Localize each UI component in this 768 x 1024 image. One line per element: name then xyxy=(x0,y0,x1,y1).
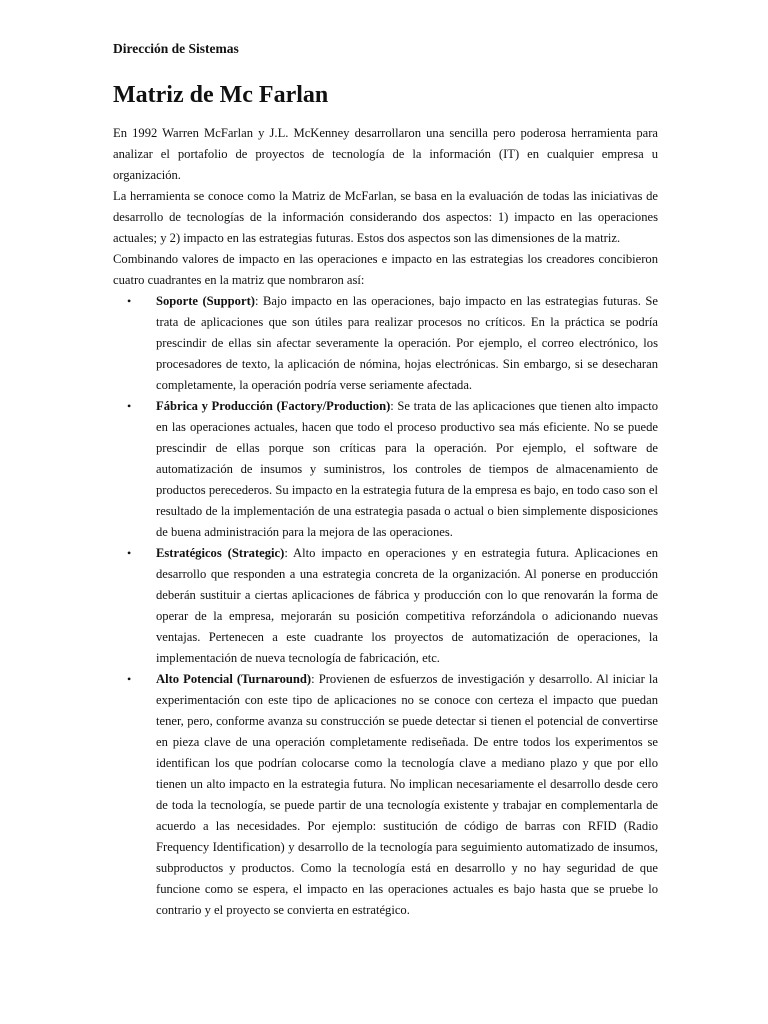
quadrant-term: Estratégicos (Strategic) xyxy=(156,546,285,560)
bullet-icon: • xyxy=(127,294,132,308)
quadrant-term: Fábrica y Producción (Factory/Production) xyxy=(156,399,391,413)
quadrants-intro-paragraph: Combinando valores de impacto en las operaciones e impacto en las estrategias los creadores concibieron cuatro cuadrantes en la matriz que nombraron así: xyxy=(113,252,658,287)
definition-paragraph: La herramienta se conoce como la Matriz de McFarlan, se basa en la evaluación de todas las iniciativas de desarrollo de tecnologías de la información considerando dos aspectos: 1) impacto en las operaciones actuales; y 2) impacto en las estrategias futuras. Estos dos aspectos son las dimensiones de la matriz. xyxy=(113,189,658,245)
list-item-turnaround xyxy=(113,669,658,921)
quadrant-list xyxy=(113,291,658,921)
quadrant-description: : Provienen de esfuerzos de investigación y desarrollo. Al iniciar la experimentación con este tipo de aplicaciones no se conoce con certeza el impacto que puedan tener, pero, conforme avanza su construcción se puede detectar si tienen el potencial de convertirse en pieza clave de una operación completamente rediseñada. De entre todos los experimentos se identifican los que podrían colocarse como la tecnología clave a mediano plazo y que por ello tienen un alto impacto en la estrategia futura. No implican necesariamente el desarrollo desde cero de toda la tecnología, se puede partir de una tecnología existente y trabajar en complementarla de acuerdo a las necesidades. Por ejemplo: sustitución de código de barras con RFID (Radio Frequency Identification) y desarrollo de la tecnología para seguimiento automatizado de insumos, subproductos y productos. Como la tecnología está en desarrollo y no hay seguridad de que funcione como se espera, el impacto en las operaciones actuales es bajo hasta que se pruebe lo contrario y el proyecto se convierta en estratégico. xyxy=(156,672,658,917)
list-item-support xyxy=(113,291,658,396)
quadrant-description: : Se trata de las aplicaciones que tienen alto impacto en las operaciones actuales, hacen que todo el proceso productivo sea más eficiente. No se puede prescindir de ellas porque son críticas para la operación. Por ejemplo, el software de automatización de insumos y suministros, los controles de tiempos de almacenamiento de productos perecederos. Su impacto en la estrategia futura de la empresa es bajo, en todo caso son el resultado de la implementación de una estrategia pasada o actual o bien simplemente disposiciones de buena administración para la mejora de las operaciones. xyxy=(156,399,658,539)
running-header: Dirección de Sistemas xyxy=(113,41,239,56)
document-body xyxy=(113,123,658,921)
bullet-icon: • xyxy=(127,546,132,560)
list-item-factory xyxy=(113,396,658,543)
quadrant-description: : Alto impacto en operaciones y en estrategia futura. Aplicaciones en desarrollo que responden a una estrategia concreta de la organización. Al ponerse en producción deberán sustituir a ciertas aplicaciones de fábrica y producción con lo que renovarán la forma de operar de la empresa, mejorarán su posición competitiva reforzándola o adicionando nuevas ventajas. Pertenecen a este cuadrante los proyectos de automatización de operaciones, la implementación de nueva tecnología de fabricación, etc. xyxy=(156,546,658,665)
list-item-strategic xyxy=(113,543,658,669)
quadrant-term: Soporte (Support) xyxy=(156,294,255,308)
quadrant-term: Alto Potencial (Turnaround) xyxy=(156,672,312,686)
intro-paragraph: En 1992 Warren McFarlan y J.L. McKenney desarrollaron una sencilla pero poderosa herramienta para analizar el portafolio de proyectos de tecnología de la información (IT) en cualquier empresa u organización. xyxy=(113,126,658,182)
bullet-icon: • xyxy=(127,672,132,686)
quadrant-description: : Bajo impacto en las operaciones, bajo impacto en las estrategias futuras. Se trata de aplicaciones que son útiles para realizar procesos no críticos. En la práctica se podría prescindir de ellas sin afectar severamente la operación. Por ejemplo, el correo electrónico, los procesadores de texto, la aplicación de nómina, hojas electrónicas. Sin embargo, si se desecharan completamente, la operación podría verse seriamente afectada. xyxy=(156,294,658,392)
bullet-icon: • xyxy=(127,399,132,413)
page-title: Matriz de Mc Farlan xyxy=(113,82,329,108)
